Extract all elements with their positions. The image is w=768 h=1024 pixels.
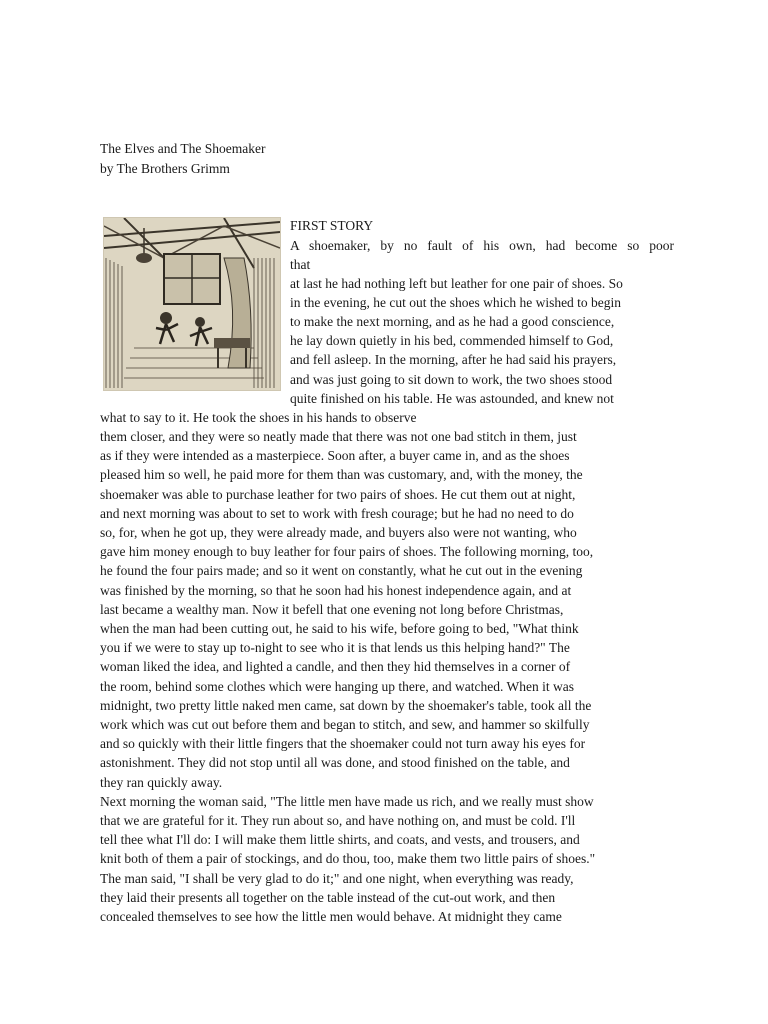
text-line: and so quickly with their little fingers that the shoemaker could not turn away his eyes for — [100, 736, 586, 751]
text-line: so, for, when he got up, they were already made, and buyers also were not wanting, who — [100, 525, 577, 540]
text-line: the room, behind some clothes which were hanging up there, and watched. When it was — [100, 679, 574, 694]
text-line: quite finished on his table. He was astounded, and knew not — [290, 391, 614, 406]
text-line: as if they were intended as a masterpiece. Soon after, a buyer came in, and as the shoes — [100, 448, 570, 463]
text-line: tell thee what I'll do: I will make them little shirts, and coats, and vests, and trousers, and — [100, 832, 580, 847]
text-line: them closer, and they were so neatly made that there was not one bad stitch in them, just — [100, 429, 577, 444]
text-line: Next morning the woman said, "The little men have made us rich, and we really must show — [100, 794, 594, 809]
text-line: what to say to it. He took the shoes in his hands to observe — [100, 410, 417, 425]
text-line: astonishment. They did not stop until all was done, and stood finished on the table, and — [100, 755, 570, 770]
text-line: he found the four pairs made; and so it went on constantly, what he cut out in the evening — [100, 563, 583, 578]
text-line: midnight, two pretty little naked men came, sat down by the shoemaker's table, took all the — [100, 698, 592, 713]
text-line: to make the next morning, and as he had a good conscience, — [290, 314, 615, 329]
text-line: in the evening, he cut out the shoes which he wished to begin — [290, 295, 622, 310]
text-line: he lay down quietly in his bed, commended himself to God, — [290, 333, 614, 348]
text-line: The man said, "I shall be very glad to do it;" and one night, when everything was ready, — [100, 871, 574, 886]
text-line: gave him money enough to buy leather for four pairs of shoes. The following morning, too, — [100, 544, 594, 559]
text-line: when the man had been cutting out, he said to his wife, before going to bed, "What think — [100, 621, 579, 636]
text-line: work which was cut out before them and began to stitch, and sew, and hammer so skilfully — [100, 717, 590, 732]
woodcut-illustration-icon — [103, 217, 281, 391]
text-line: pleased him so well, he paid more for them than was customary, and, with the money, the — [100, 467, 583, 482]
story-heading: FIRST STORY — [290, 218, 374, 233]
text-line: last became a wealthy man. Now it befell that one evening not long before Christmas, — [100, 602, 564, 617]
text-line: concealed themselves to see how the little men would behave. At midnight they came — [100, 909, 562, 924]
text-line: A shoemaker, by no fault of his own, had become so poor — [290, 238, 674, 253]
text-line: at last he had nothing left but leather for one pair of shoes. So — [290, 276, 623, 291]
text-line: they ran quickly away. — [100, 775, 223, 790]
text-line: that — [290, 257, 311, 272]
text-line: shoemaker was able to purchase leather for two pairs of shoes. He cut them out at night, — [100, 487, 576, 502]
text-line: and next morning was about to set to work with fresh courage; but he had no need to do — [100, 506, 574, 521]
text-line: was finished by the morning, so that he soon had his honest independence again, and at — [100, 583, 572, 598]
text-line: and fell asleep. In the morning, after he had said his prayers, — [290, 352, 617, 367]
text-line: woman liked the idea, and lighted a candle, and then they hid themselves in a corner of — [100, 659, 571, 674]
document-author: by The Brothers Grimm — [100, 161, 230, 176]
text-line: they laid their presents all together on the table instead of the cut-out work, and then — [100, 890, 556, 905]
text-line: knit both of them a pair of stockings, and do thou, too, make them two little pairs of shoes." — [100, 851, 596, 866]
text-line: you if we were to stay up to-night to see who it is that lends us this helping hand?" The — [100, 640, 570, 655]
text-line: that we are grateful for it. They run about so, and have nothing on, and must be cold. I'll — [100, 813, 576, 828]
text-line: and was just going to sit down to work, the two shoes stood — [290, 372, 613, 387]
document-title: The Elves and The Shoemaker — [100, 141, 266, 156]
